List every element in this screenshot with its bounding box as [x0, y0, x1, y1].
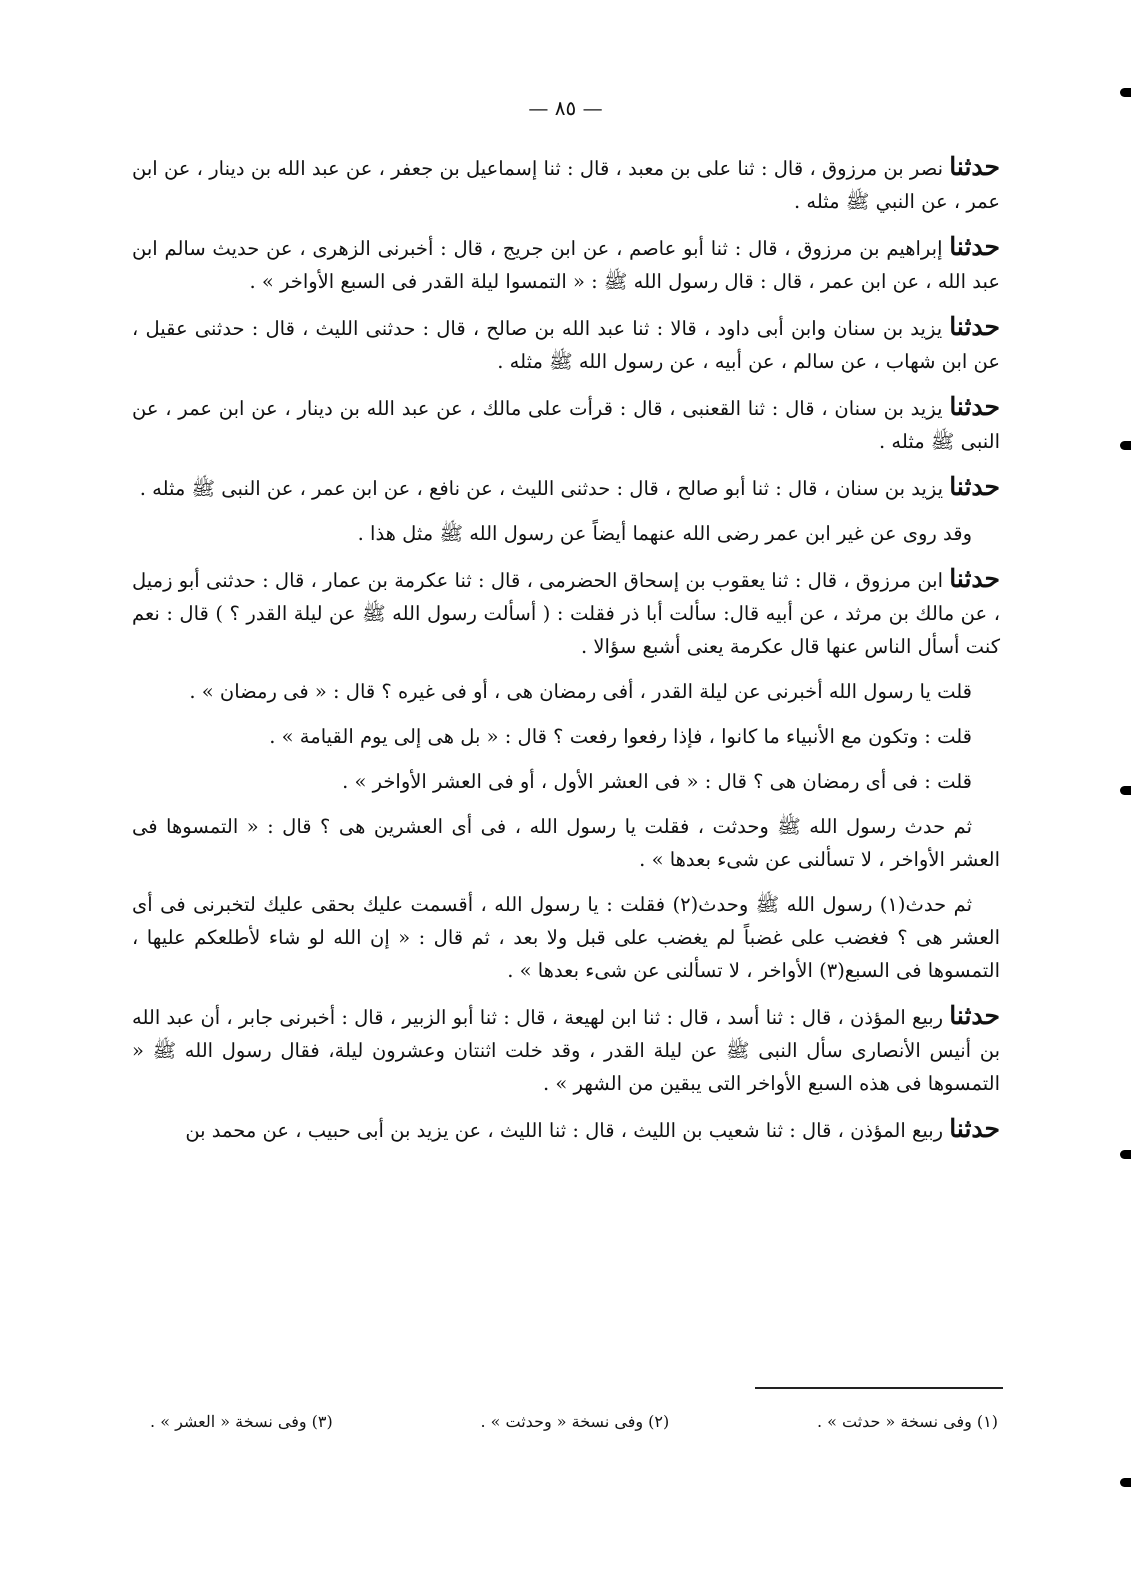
- main-text: [132, 150, 1000, 1159]
- paragraph-text: قلت : وتكون مع الأنبياء ما كانوا ، فإذا رفعوا رفعت ؟ قال : « بل هى إلى يوم القيامة » .: [269, 725, 972, 748]
- keyword-haddathana: حدثنا: [949, 1001, 1000, 1030]
- keyword-haddathana: حدثنا: [949, 392, 1001, 421]
- hadith-paragraph: [132, 1112, 1000, 1147]
- edge-scan-mark: [1120, 786, 1131, 795]
- keyword-haddathana: حدثنا: [949, 312, 1000, 341]
- hadith-paragraph: [132, 562, 1000, 663]
- edge-scan-mark: [1120, 1150, 1131, 1159]
- keyword-haddathana: حدثنا: [949, 472, 1000, 501]
- page-number: — ٨٥ —: [528, 96, 603, 120]
- footnote: (١) وفى نسخة « حدثت » .: [816, 1412, 998, 1431]
- paragraph-text: ربيع المؤذن ، قال : ثنا أسد ، قال : ثنا ابن لهيعة ، قال : ثنا أبو الزبير ، قال : أخبرنى جابر ، أن عبد الله بن أنيس الأنصارى سأل النبى ﷺ عن ليلة القدر ، وقد خلت اثنتان وعشرون ليلة، فقال رسول الله ﷺ « التمسوها فى هذه السبع الأواخر التى يبقين من الشهر » .: [132, 1006, 1000, 1095]
- footnotes: [150, 1412, 998, 1431]
- keyword-haddathana: حدثنا: [949, 1114, 1000, 1143]
- edge-scan-mark: [1120, 88, 1131, 97]
- dialogue-paragraph: [132, 720, 1000, 753]
- edge-scan-mark: [1120, 441, 1131, 450]
- paragraph-text: وقد روى عن غير ابن عمر رضى الله عنهما أيضاً عن رسول الله ﷺ مثل هذا .: [357, 522, 972, 545]
- paragraph-text: قلت : فى أى رمضان هى ؟ قال : « فى العشر الأول ، أو فى العشر الأواخر » .: [342, 770, 972, 793]
- hadith-paragraph: [132, 230, 1000, 298]
- paragraph-text: ابن مرزوق ، قال : ثنا يعقوب بن إسحاق الحضرمى ، قال : ثنا عكرمة بن عمار ، قال : حدثنى أبو زميل ، عن مالك بن مرثد ، عن أبيه قال: سألت أبا ذر فقلت : ( أسألت رسول الله ﷺ عن ليلة القدر ؟ ) قال : نعم كنت أسأل الناس عنها قال عكرمة يعنى أشبع سؤالا .: [132, 569, 1000, 658]
- hadith-paragraph: [132, 150, 1000, 218]
- footnote-rule: [755, 1387, 1003, 1389]
- narration-paragraph: [132, 517, 1000, 550]
- paragraph-text: يزيد بن سنان ، قال : ثنا أبو صالح ، قال : حدثنى الليث ، عن نافع ، عن ابن عمر ، عن النبى ﷺ مثله .: [139, 477, 950, 500]
- paragraph-text: نصر بن مرزوق ، قال : ثنا على بن معبد ، قال : ثنا إسماعيل بن جعفر ، عن عبد الله بن دينار ، عن ابن عمر ، عن النبي ﷺ مثله .: [132, 157, 1000, 213]
- keyword-haddathana: حدثنا: [949, 152, 1000, 181]
- dialogue-paragraph: [132, 765, 1000, 798]
- paragraph-text: ثم حدث رسول الله ﷺ وحدثت ، فقلت يا رسول الله ، فى أى العشرين هى ؟ قال : « التمسوها فى العشر الأواخر ، لا تسألنى عن شىء بعدها » .: [132, 815, 1000, 871]
- paragraph-text: إبراهيم بن مرزوق ، قال : ثنا أبو عاصم ، عن ابن جريج ، قال : أخبرنى الزهرى ، عن حديث سالم ابن عبد الله ، عن ابن عمر ، قال : قال رسول الله ﷺ : « التمسوا ليلة القدر فى السبع الأواخر » .: [132, 237, 1000, 293]
- hadith-paragraph: [132, 999, 1000, 1100]
- narration-paragraph: [132, 810, 1000, 876]
- hadith-paragraph: [132, 470, 1000, 505]
- paragraph-text: ربيع المؤذن ، قال : ثنا شعيب بن الليث ، قال : ثنا الليث ، عن يزيد بن أبى حبيب ، عن محمد بن: [185, 1119, 950, 1142]
- paragraph-text: يزيد بن سنان ، قال : ثنا القعنبى ، قال : قرأت على مالك ، عن عبد الله بن دينار ، عن ابن عمر ، عن النبى ﷺ مثله .: [132, 397, 1000, 453]
- paragraph-text: ثم حدث(١) رسول الله ﷺ وحدث(٢) فقلت : يا رسول الله ، أقسمت عليك بحقى عليك لتخبرنى فى أى العشر هى ؟ فغضب على غضباً لم يغضب على قبل ولا بعد ، ثم قال : « إن الله لو شاء لأطلعكم عليها ، التمسوها فى السبع(٣) الأواخر ، لا تسألنى عن شىء بعدها » .: [132, 893, 1000, 982]
- paragraph-text: قلت يا رسول الله أخبرنى عن ليلة القدر ، أفى رمضان هى ، أو فى غيره ؟ قال : « فى رمضان » .: [189, 680, 972, 703]
- footnote: (٢) وفى نسخة « وحدثت » .: [480, 1412, 670, 1431]
- edge-scan-mark: [1120, 1478, 1131, 1487]
- paragraph-text: يزيد بن سنان وابن أبى داود ، قالا : ثنا عبد الله بن صالح ، قال : حدثنى الليث ، قال : حدثنى عقيل ، عن ابن شهاب ، عن سالم ، عن أبيه ، عن رسول الله ﷺ مثله .: [132, 317, 1000, 373]
- narration-paragraph: [132, 888, 1000, 987]
- footnote: (٣) وفى نسخة « العشر » .: [150, 1412, 333, 1431]
- keyword-haddathana: حدثنا: [949, 232, 1000, 261]
- hadith-paragraph: [132, 310, 1000, 378]
- hadith-paragraph: [132, 390, 1000, 458]
- dialogue-paragraph: [132, 675, 1000, 708]
- keyword-haddathana: حدثنا: [949, 564, 1000, 593]
